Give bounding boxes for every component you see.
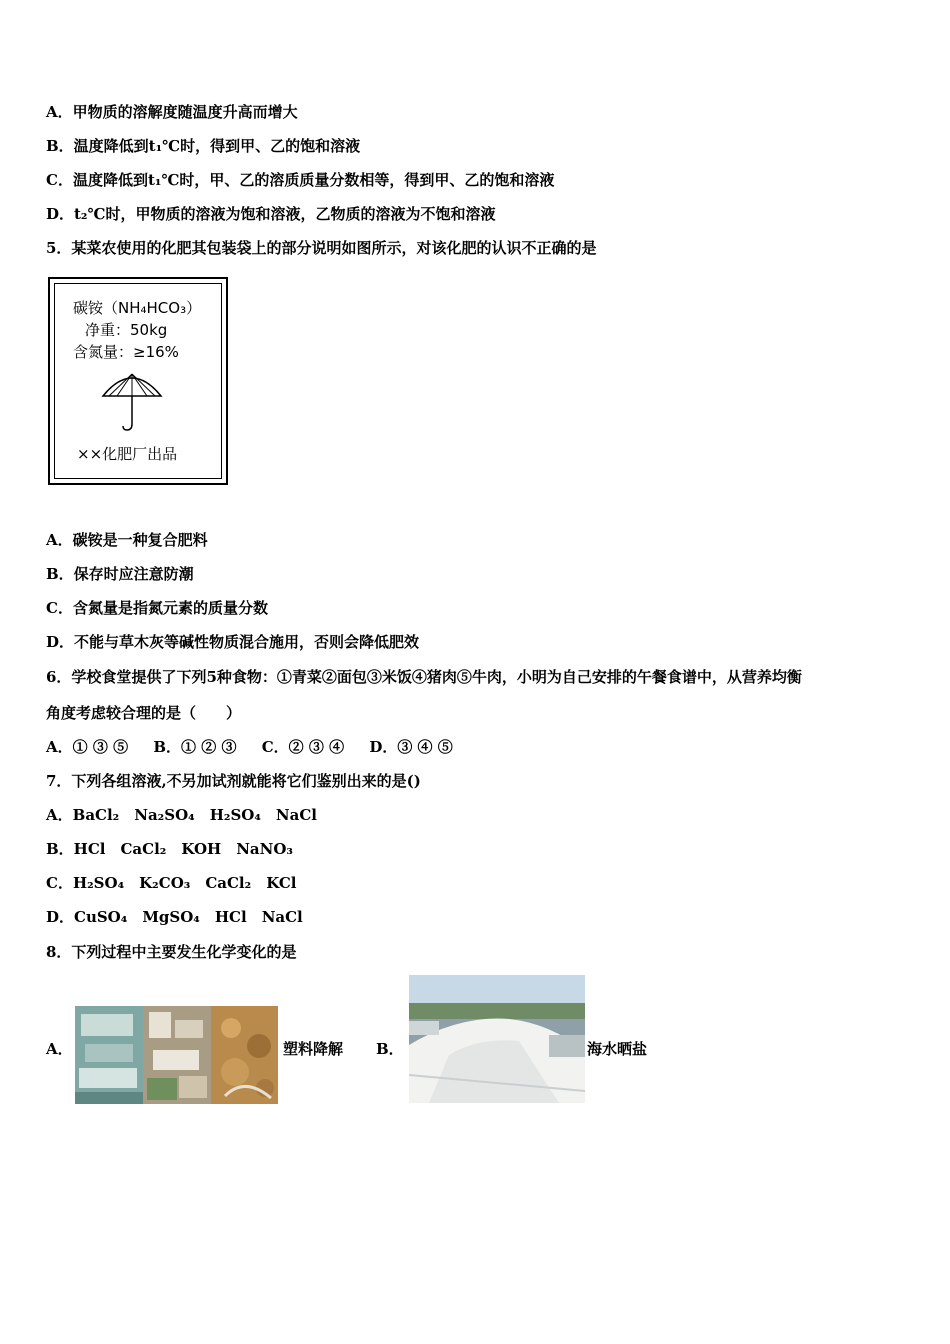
- q5-stem: 5．某菜农使用的化肥其包装袋上的部分说明如图所示，对该化肥的认识不正确的是: [46, 239, 597, 257]
- q8-option-b-caption: 海水晒盐: [587, 1040, 648, 1058]
- q6-options: [46, 737, 473, 757]
- q8-option-a-letter: A．: [46, 1040, 73, 1058]
- q4-option-b: B．温度降低到t₁℃时，得到甲、乙的饱和溶液: [46, 137, 361, 155]
- q7-option-b: B．HCl CaCl₂ KOH NaNO₃: [46, 840, 294, 858]
- q8-option-a-caption: 塑料降解: [283, 1040, 344, 1058]
- umbrella-icon: [99, 368, 165, 434]
- label-nitrogen: 含氮量：≥16%: [73, 343, 179, 361]
- q5-option-a: A．碳铵是一种复合肥料: [46, 531, 208, 549]
- label-maker: ××化肥厂出品: [77, 445, 178, 463]
- q5-option-d: D．不能与草木灰等碱性物质混合施用，否则会降低肥效: [46, 633, 420, 651]
- q6-option-d: D．③ ④ ⑤: [369, 738, 453, 756]
- q6-stem-line1: 6．学校食堂提供了下列5种食物：①青菜②面包③米饭④猪肉⑤牛肉，小明为自己安排的午餐食谱中，从营养均衡: [46, 668, 802, 686]
- q6-option-b: B．① ② ③: [153, 738, 237, 756]
- sea-salt-drying-photo: [409, 975, 585, 1103]
- label-net-weight: 净重：50kg: [85, 321, 168, 339]
- q4-option-c: C．温度降低到t₁℃时，甲、乙的溶质质量分数相等，得到甲、乙的饱和溶液: [46, 171, 555, 189]
- q7-stem: 7．下列各组溶液,不另加试剂就能将它们鉴别出来的是(): [46, 772, 421, 790]
- q6-option-a: A．① ③ ⑤: [46, 738, 129, 756]
- plastic-degradation-photo: [75, 1006, 278, 1104]
- q4-option-a: A．甲物质的溶解度随温度升高而增大: [46, 103, 298, 121]
- q8-option-b-letter: B．: [376, 1040, 404, 1058]
- q4-option-d: D．t₂℃时，甲物质的溶液为饱和溶液，乙物质的溶液为不饱和溶液: [46, 205, 496, 223]
- fertilizer-label: [48, 277, 228, 485]
- q8-stem: 8．下列过程中主要发生化学变化的是: [46, 943, 297, 961]
- q7-option-c: C．H₂SO₄ K₂CO₃ CaCl₂ KCl: [46, 874, 297, 892]
- q6-option-c: C．② ③ ④: [261, 738, 345, 756]
- label-name: 碳铵（NH₄HCO₃）: [73, 299, 202, 317]
- q5-option-c: C．含氮量是指氮元素的质量分数: [46, 599, 268, 617]
- q6-stem-line2: 角度考虑较合理的是（ ）: [46, 704, 242, 722]
- q7-option-a: A．BaCl₂ Na₂SO₄ H₂SO₄ NaCl: [46, 806, 317, 824]
- q5-option-b: B．保存时应注意防潮: [46, 565, 194, 583]
- q7-option-d: D．CuSO₄ MgSO₄ HCl NaCl: [46, 908, 303, 926]
